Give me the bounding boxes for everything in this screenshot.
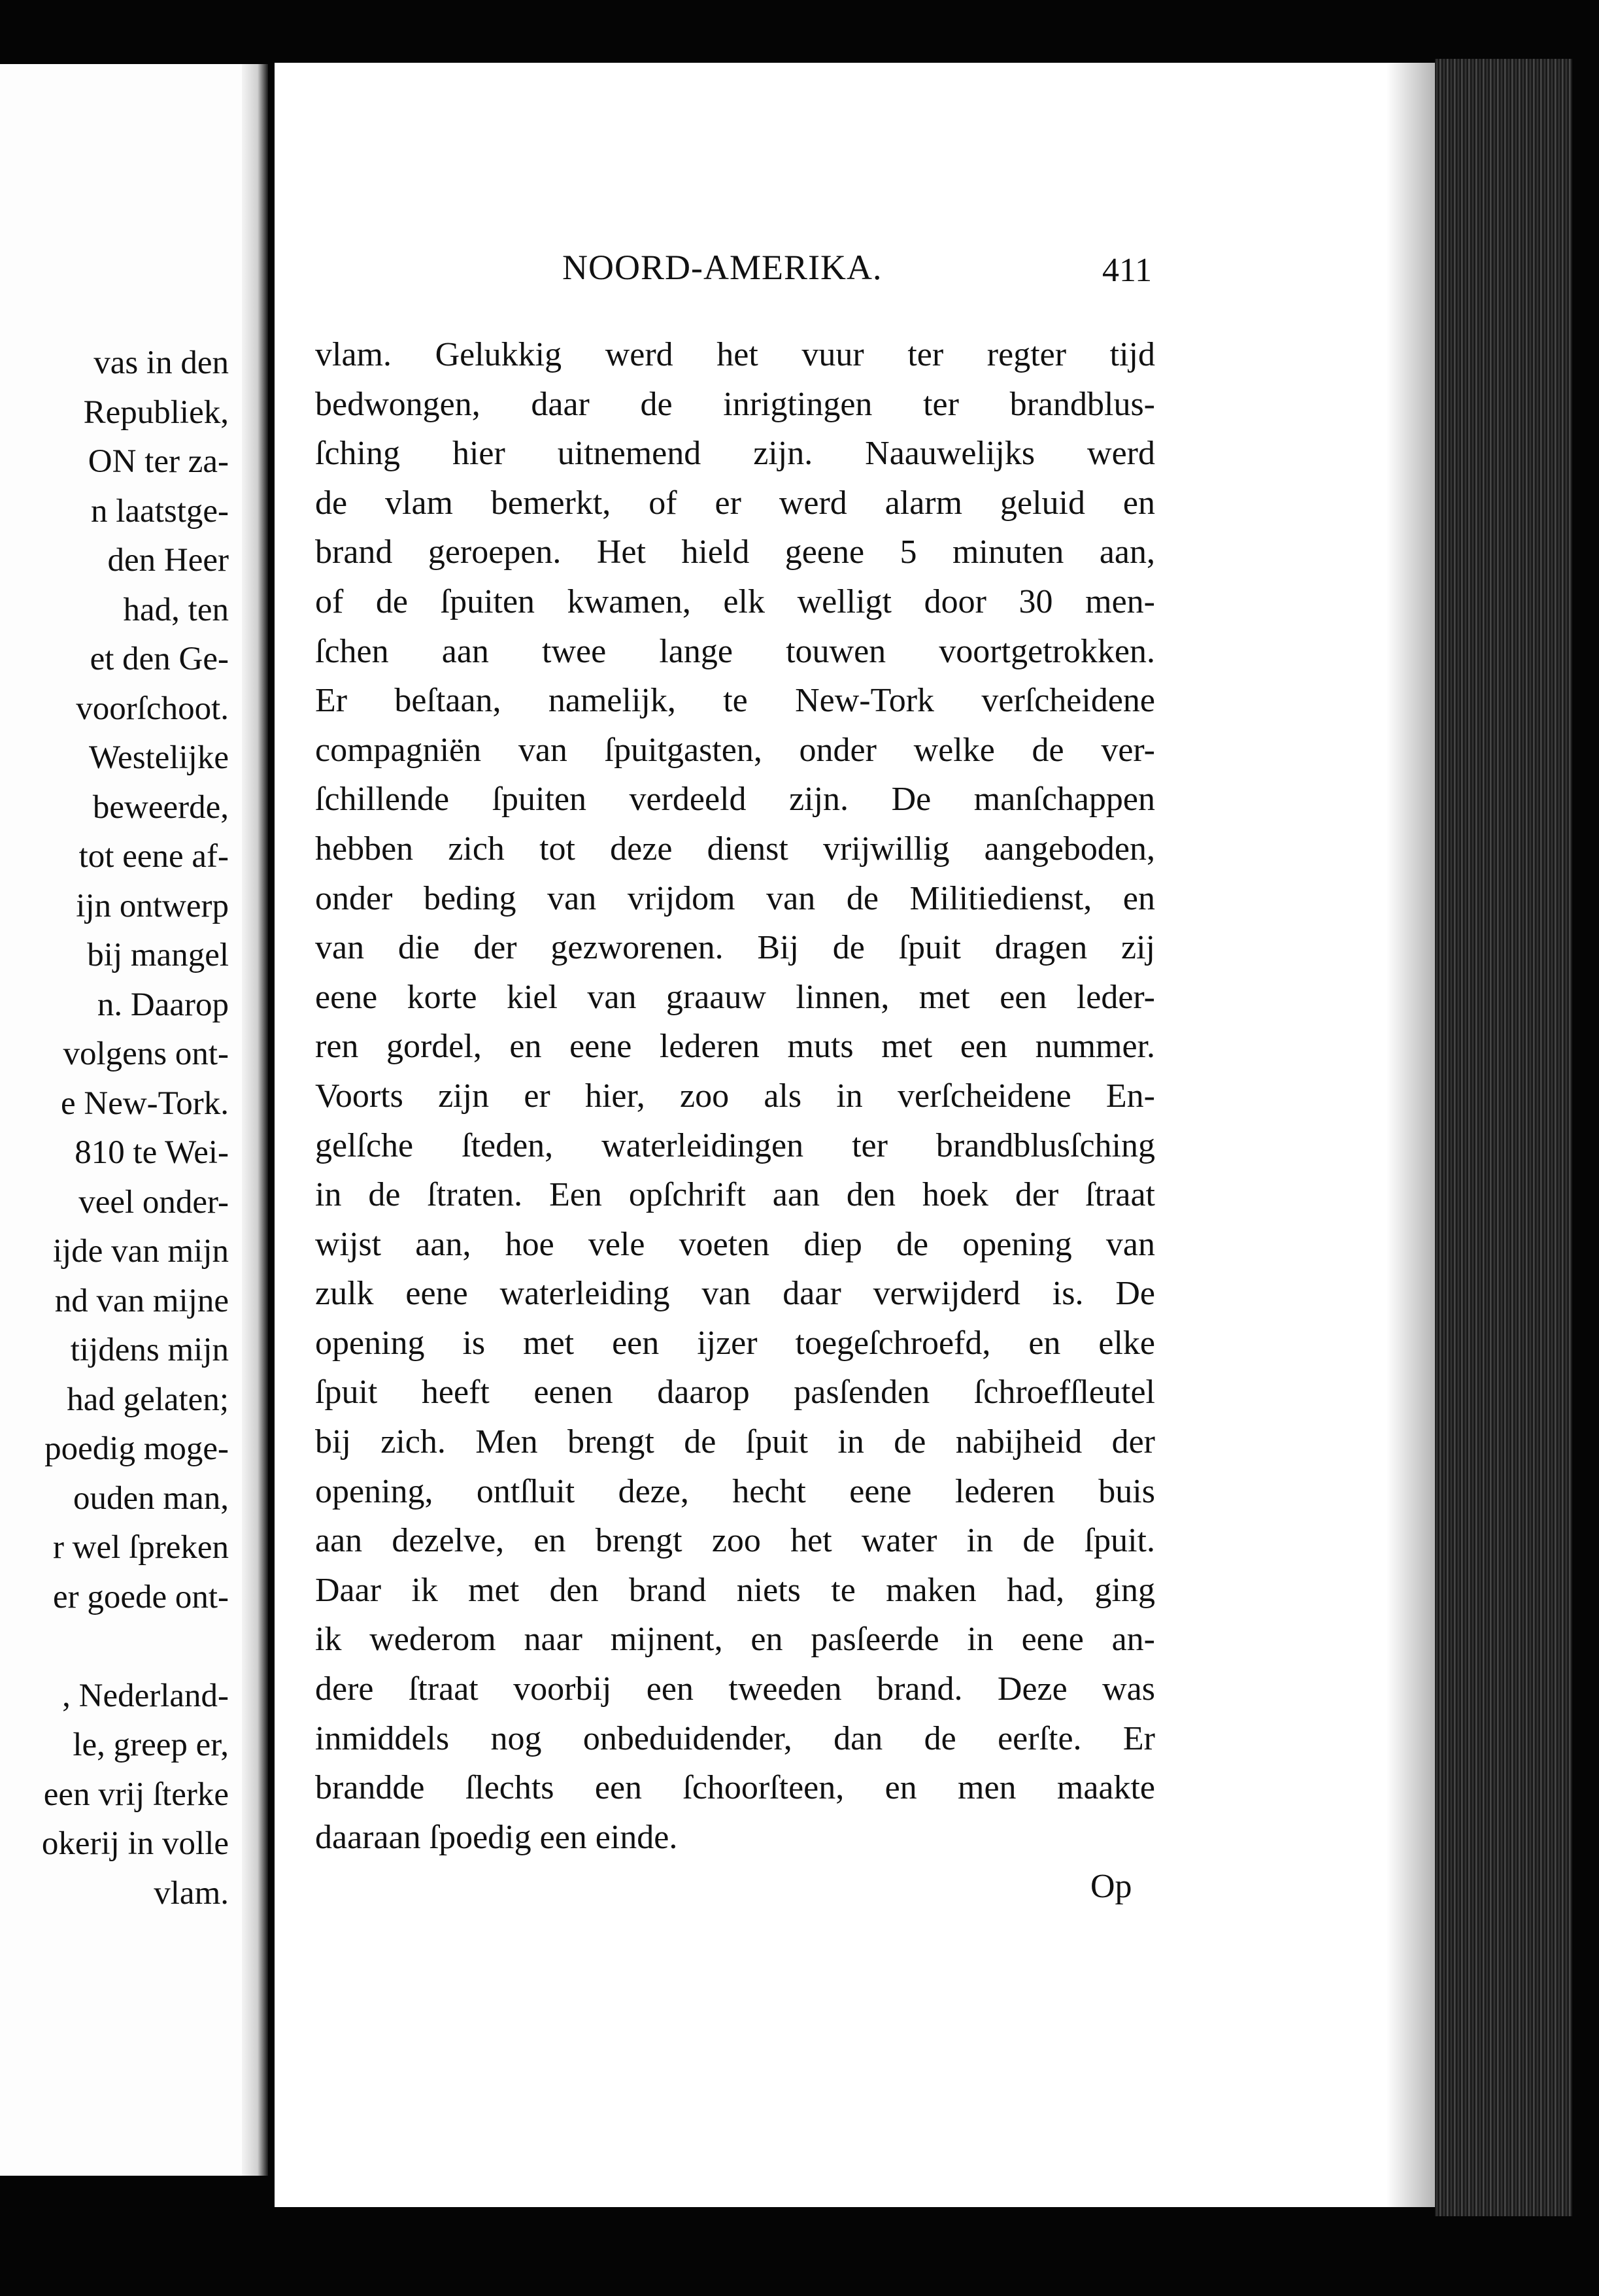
- left-page-line: le, greep er,: [73, 1727, 229, 1763]
- body-line: van die der gezworenen. Bij de ſpuit dragen zij: [315, 929, 1155, 967]
- body-line: bedwongen, daar de inrigtingen ter brandblus-: [315, 385, 1155, 423]
- left-page-line: [0, 1622, 229, 1672]
- body-line: inmiddels nog onbeduidender, dan de eerſte. Er: [315, 1719, 1155, 1757]
- body-line: zulk eene waterleiding van daar verwijderd is. De: [315, 1275, 1155, 1313]
- body-line: wijst aan, hoe vele voeten diep de opening van: [315, 1225, 1155, 1263]
- left-page-line: , Nederland-: [62, 1677, 229, 1714]
- left-page-text: [0, 339, 229, 1918]
- body-line: ren gordel, en eene lederen muts met een nummer.: [315, 1028, 1155, 1066]
- left-page-line: voorſchoot.: [76, 690, 229, 727]
- left-page-line: ON ter za-: [88, 443, 229, 480]
- left-page-line: vlam.: [154, 1874, 229, 1912]
- body-line: hebben zich tot deze dienst vrijwillig aangeboden,: [315, 830, 1155, 868]
- left-page-line: Republiek,: [83, 394, 229, 431]
- body-line: Voorts zijn er hier, zoo als in verſcheidene En-: [315, 1077, 1155, 1115]
- book-page-edges: [1435, 59, 1572, 2216]
- body-line: opening, ontſluit deze, hecht eene lederen buis: [315, 1472, 1155, 1510]
- body-line: daaraan ſpoedig een einde.: [315, 1818, 678, 1856]
- body-line: opening is met een ijzer toegeſchroefd, en elke: [315, 1324, 1155, 1362]
- left-page-line: had, ten: [123, 591, 229, 628]
- body-line: ſchillende ſpuiten verdeeld zijn. De manſchappen: [315, 781, 1155, 819]
- left-page-line: er goede ont-: [52, 1578, 229, 1615]
- body-line: Er beſtaan, namelijk, te New-Tork verſcheidene: [315, 682, 1155, 720]
- left-page-line: poedig moge-: [44, 1430, 229, 1467]
- body-line: ſchen aan twee lange touwen voortgetrokken.: [315, 632, 1155, 670]
- body-line: ſpuit heeft eenen daarop pasſenden ſchroefſleutel: [315, 1374, 1155, 1411]
- left-page-line: beweerde,: [92, 788, 229, 826]
- left-page-line: ijde van mijn: [52, 1233, 229, 1270]
- running-head: NOORD-AMERIKA.: [562, 248, 883, 287]
- left-page-line: r wel ſpreken: [52, 1529, 229, 1566]
- left-page-line: volgens ont-: [63, 1036, 229, 1072]
- left-page-line: een vrij ſterke: [43, 1776, 229, 1813]
- book-gutter: [242, 64, 268, 2176]
- left-page-line: vas in den: [93, 345, 229, 381]
- body-line: bij zich. Men brengt de ſpuit in de nabijheid der: [315, 1423, 1155, 1461]
- body-line: gelſche ſteden, waterleidingen ter brandblusſching: [315, 1126, 1155, 1164]
- left-page-line: 810 te Wei-: [75, 1134, 229, 1171]
- page-number: 411: [1102, 252, 1153, 289]
- body-line: eene korte kiel van graauw linnen, met een leder-: [315, 978, 1155, 1016]
- left-page-line: n. Daarop: [97, 986, 229, 1023]
- left-page-line: ouden man,: [73, 1479, 229, 1517]
- body-line: aan dezelve, en brengt zoo het water in de ſpuit.: [315, 1522, 1155, 1560]
- left-page-line: bij mangel: [87, 937, 229, 973]
- body-line: Daar ik met den brand niets te maken had, ging: [315, 1571, 1155, 1609]
- body-line: de vlam bemerkt, of er werd alarm geluid en: [315, 484, 1155, 522]
- body-line: dere ſtraat voorbij een tweeden brand. Deze was: [315, 1670, 1155, 1708]
- body-line: of de ſpuiten kwamen, elk welligt door 30 men-: [315, 582, 1155, 620]
- body-line: vlam. Gelukkig werd het vuur ter regter tijd: [315, 336, 1155, 373]
- left-page-line: had gelaten;: [67, 1381, 229, 1418]
- left-page-line: tijdens mijn: [70, 1332, 229, 1368]
- left-page-line: Westelijke: [89, 739, 229, 776]
- left-page-line: ijn ontwerp: [76, 887, 229, 924]
- body-line: brand geroepen. Het hield geene 5 minuten aan,: [315, 533, 1155, 571]
- left-page-line: okerij in volle: [41, 1825, 229, 1862]
- body-line: ik wederom naar mijnent, en pasſeerde in eene an-: [315, 1621, 1155, 1659]
- left-page-line: nd van mijne: [54, 1282, 229, 1319]
- left-page: [0, 64, 261, 2176]
- body-line: brandde ſlechts een ſchoorſteen, en men maakte: [315, 1769, 1155, 1807]
- left-page-line: veel onder-: [78, 1183, 229, 1221]
- body-line: onder beding van vrijdom van de Militiedienst, en: [315, 879, 1155, 917]
- left-page-line: n laatstge-: [91, 492, 229, 530]
- left-page-line: tot eene af-: [78, 838, 229, 875]
- left-page-line: et den Ge-: [90, 641, 229, 677]
- left-page-line: den Heer: [107, 542, 229, 579]
- body-text: [315, 330, 1155, 1862]
- body-line: ſching hier uitnemend zijn. Naauwelijks werd: [315, 435, 1155, 473]
- body-line: in de ſtraten. Een opſchrift aan den hoek der ſtraat: [315, 1176, 1155, 1214]
- body-line: compagniën van ſpuitgasten, onder welke de ver-: [315, 731, 1155, 769]
- left-page-line: e New-Tork.: [61, 1085, 229, 1122]
- catchword: Op: [1090, 1868, 1132, 1905]
